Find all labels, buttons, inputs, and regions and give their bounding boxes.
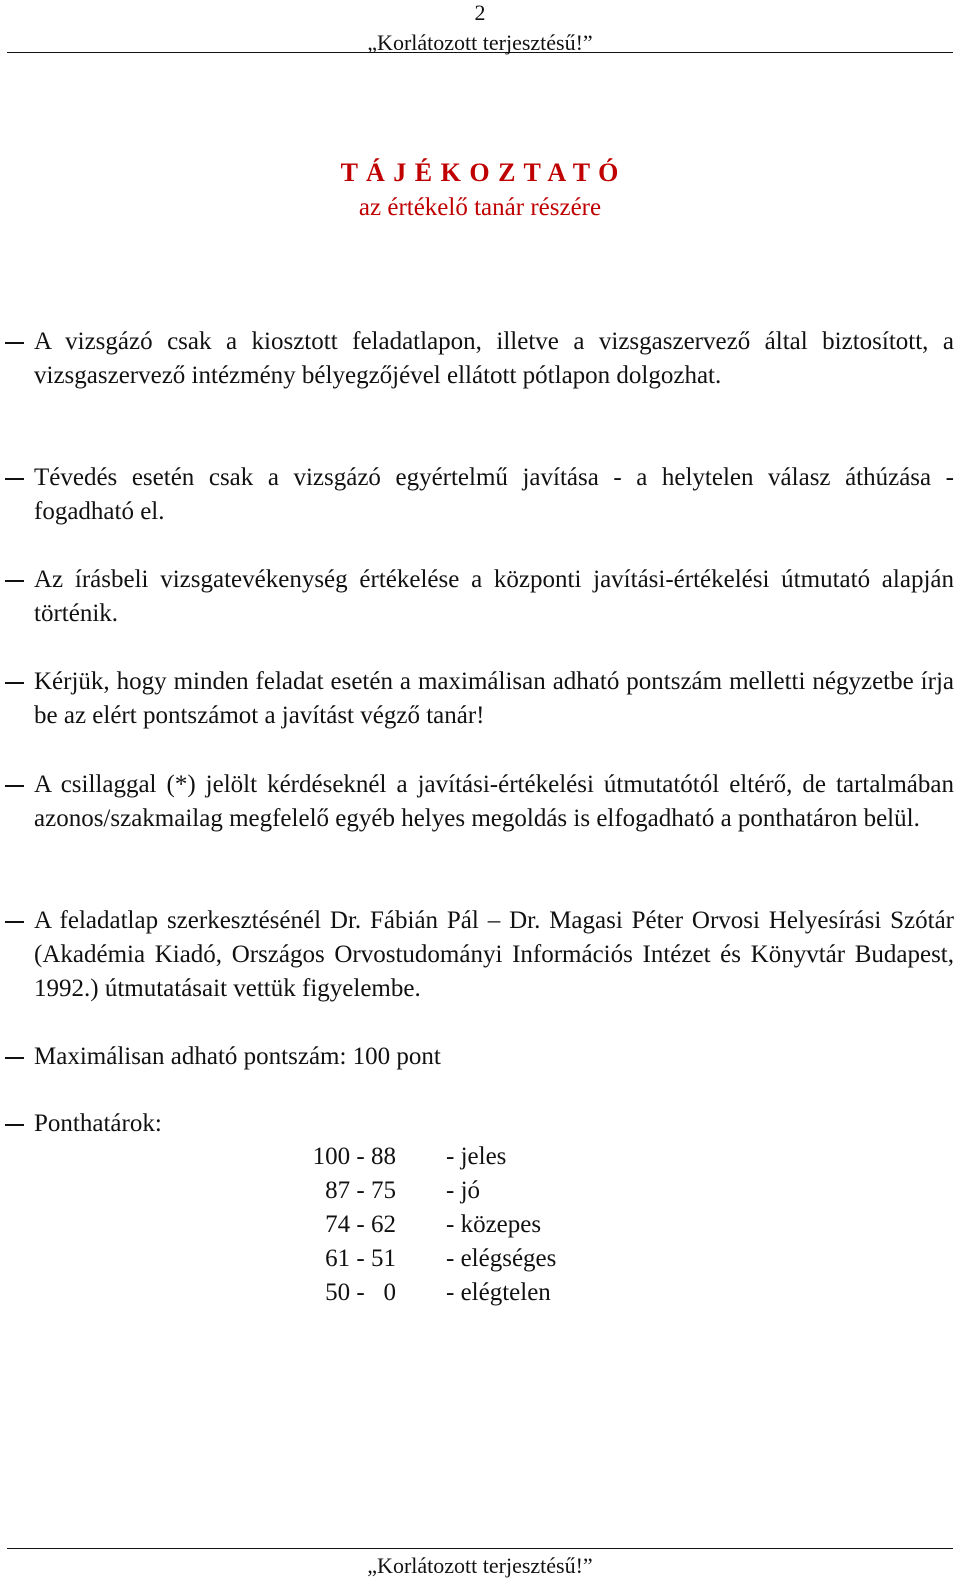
grade-label: - elégtelen xyxy=(446,1279,551,1306)
grade-range: 74 - 62 xyxy=(325,1211,396,1238)
list-item-text: Az írásbeli vizsgatevékenység értékelése a központi javítási-értékelési útmutató alapján történik. xyxy=(34,566,954,627)
grade-range: 61 - 51 xyxy=(325,1245,396,1272)
page-number: 2 xyxy=(474,0,486,25)
footer-rule xyxy=(7,1548,953,1549)
list-item-text: Tévedés esetén csak a vizsgázó egyértelmű javítása - a helytelen válasz áthúzása - fogadható el. xyxy=(34,464,954,525)
page-subtitle: az értékelő tanár részére xyxy=(358,194,602,221)
list-item xyxy=(34,325,954,393)
grade-range: 50 - 0 xyxy=(325,1279,396,1306)
grade-label: - közepes xyxy=(446,1211,542,1238)
list-item xyxy=(34,768,954,836)
page-title: T Á J É K O Z T A T Ó xyxy=(340,158,620,187)
list-item xyxy=(34,1040,954,1074)
list-item-text: A csillaggal (*) jelölt kérdéseknél a javítási-értékelési útmutatótól eltérő, de tartalmában azonos/szakmailag megfelelő egyéb helyes megoldás is elfogadható a ponthatáron belül. xyxy=(34,771,954,832)
grade-label: - jeles xyxy=(446,1143,507,1170)
grade-range: 87 - 75 xyxy=(325,1177,396,1204)
grade-label: - elégséges xyxy=(446,1245,557,1272)
grade-label: - jó xyxy=(446,1177,481,1204)
footer-note: „Korlátozott terjesztésű!” xyxy=(367,1553,593,1578)
list-item-text: Maximálisan adható pontszám: 100 pont xyxy=(34,1043,441,1070)
list-item xyxy=(34,904,954,1006)
list-item xyxy=(34,1107,954,1141)
list-item-text: A feladatlap szerkesztésénél Dr. Fábián Pál – Dr. Magasi Péter Orvosi Helyesírási Szótár (Akadémia Kiadó, Országos Orvostudományi Információs Intézet és Könyvtár Budapest, 1992.) útmutatásait vettük figyelembe. xyxy=(34,907,954,1002)
list-item xyxy=(34,563,954,631)
list-item-text: A vizsgázó csak a kiosztott feladatlapon, illetve a vizsgaszervező által biztosított, a vizsgaszervező intézmény bélyegzőjével ellátott pótlapon dolgozhat. xyxy=(34,328,954,389)
list-item-text: Kérjük, hogy minden feladat esetén a maximálisan adható pontszám melletti négyzetbe írja be az elért pontszámot a javítást végző tanár! xyxy=(34,668,954,729)
header-rule xyxy=(7,52,953,53)
grade-range: 100 - 88 xyxy=(312,1143,396,1170)
list-item-text: Ponthatárok: xyxy=(34,1110,162,1137)
list-item xyxy=(34,665,954,733)
list-item xyxy=(34,461,954,529)
header-note: „Korlátozott terjesztésű!” xyxy=(367,30,593,55)
